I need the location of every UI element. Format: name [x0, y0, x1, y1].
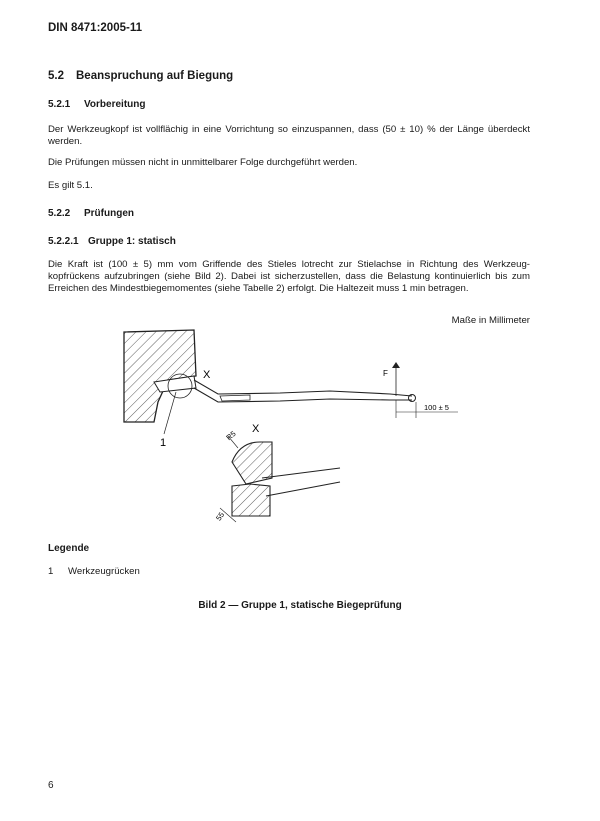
paragraph-gruppe1: Die Kraft ist (100 ± 5) mm vom Griffende des Stieles lotrecht zur Stielachse in Richtung des Werkzeug-kopfrückens aufzubringen (siehe Bild 2). Dabei ist sicherzustellen, dass die Belastung kontinuierlich bis zum Erreichen des Mindestbiegemomentes (siehe Tabelle 2) erfolgt. Die Haltezeit muss 1 min betragen.: [48, 259, 530, 294]
legend-item-text: Werkzeugrücken: [68, 566, 140, 577]
subsubsection-heading-gruppe1: [48, 236, 176, 247]
dimension-100: [396, 400, 458, 418]
detail-view-x: [214, 429, 340, 522]
clamp-fixture: [124, 330, 196, 422]
legend-item: [48, 566, 140, 577]
subsubsection-number: 5.2.2.1: [48, 236, 79, 247]
label-force: F: [383, 369, 388, 378]
figure-bild-2: [100, 318, 500, 528]
subsection-heading-pruefungen: [48, 208, 134, 219]
tool-handle: [194, 380, 416, 402]
subsubsection-title: Gruppe 1: statisch: [88, 236, 176, 247]
subsection-title: Prüfungen: [84, 208, 134, 219]
dimension-r5-label: R5: [224, 429, 238, 443]
subsection-heading-vorbereitung: [48, 99, 145, 110]
leader-line-1: [164, 392, 176, 434]
figure-caption: Bild 2 — Gruppe 1, statische Biegeprüfung: [198, 600, 402, 611]
section-title: Beanspruchung auf Biegung: [76, 70, 234, 82]
page-number: 6: [48, 780, 54, 791]
document-header: DIN 8471:2005-11: [48, 22, 142, 34]
dimension-100-label: 100 ± 5: [424, 403, 449, 412]
legend-item-number: 1: [48, 566, 54, 577]
force-arrow: [383, 362, 400, 396]
paragraph-vorbereitung-3: Es gilt 5.1.: [48, 180, 93, 191]
legend-heading: Legende: [48, 543, 90, 554]
subsection-number: 5.2.2: [48, 208, 71, 219]
units-note: Maße in Millimeter: [451, 315, 530, 326]
dimension-55-label: 55: [213, 510, 227, 523]
label-1: 1: [160, 437, 167, 449]
paragraph-vorbereitung-1: Der Werkzeugkopf ist vollflächig in eine Vorrichtung so einzuspannen, dass (50 ± 10) % der Länge überdeckt werden.: [48, 124, 530, 147]
paragraph-vorbereitung-2: Die Prüfungen müssen nicht in unmittelbarer Folge durchgeführt werden.: [48, 157, 358, 168]
label-x-main: X: [203, 369, 211, 381]
section-number: 5.2: [48, 70, 64, 82]
section-heading: [48, 70, 233, 82]
subsection-title: Vorbereitung: [84, 99, 146, 110]
subsection-number: 5.2.1: [48, 99, 71, 110]
label-x-detail: X: [252, 423, 260, 435]
